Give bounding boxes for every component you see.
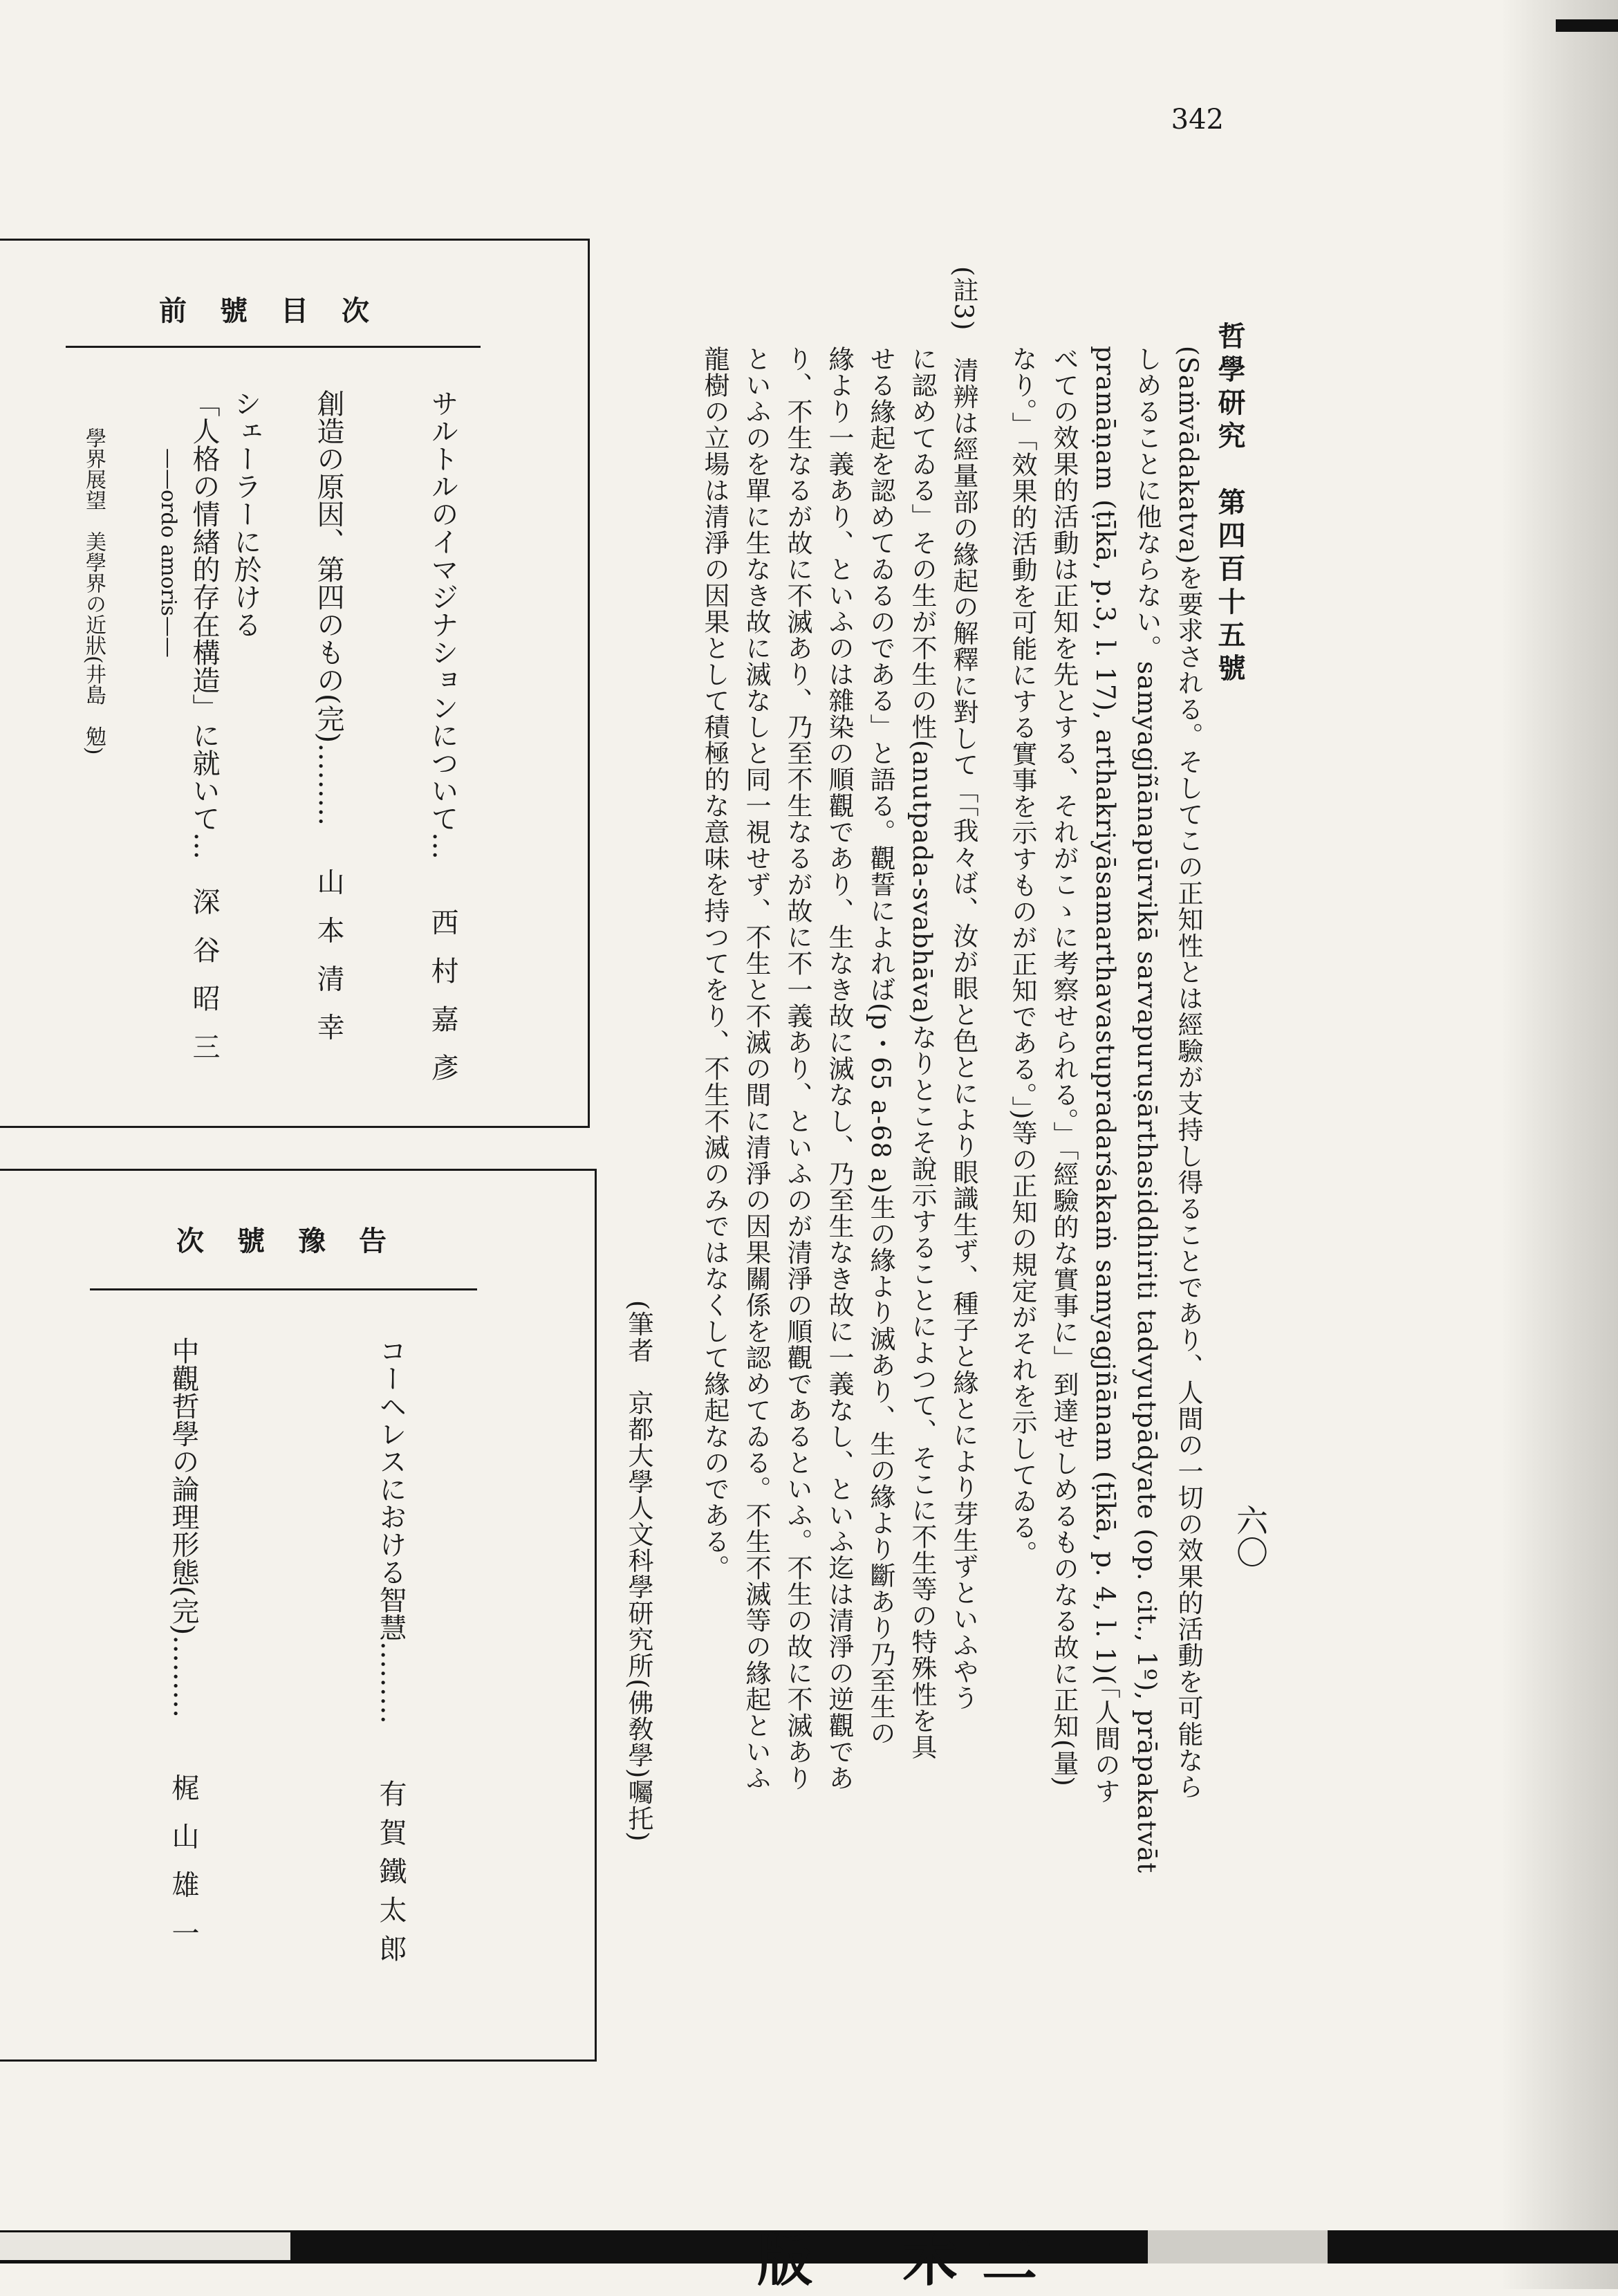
body-column: pramāṇam (ṭīkā, p.3, l. 17), arthakriyāsamarthavastupradarśakaṁ samyagjñānam (ṭīkā, p. 4, l. 1)(「人間のす <box>1090 346 1120 1804</box>
bottom-stamp-glyph: 版 <box>757 2228 821 2293</box>
scan-band-gap <box>1148 2230 1328 2263</box>
previous-issue-title: 前號目次 <box>159 295 402 327</box>
next-issue-title: 次號豫告 <box>176 1225 420 1257</box>
previous-issue-contents-box <box>0 239 590 1128</box>
contents-entry <box>315 389 342 1109</box>
title-rule <box>90 1288 477 1290</box>
contents-subtitle: ——ordo amoris—— <box>156 448 180 658</box>
body-column: (Saṁvādakatva)を要求される。そしてこの正知性とは經驗が支持し得ることであり、人間の一切の效果的活動を可能なら <box>1173 346 1203 1800</box>
entry-author: 深谷昭三 <box>188 887 220 1081</box>
contents-small-entry: 學界展望 美學界の近狀(井島 勉) <box>82 427 106 755</box>
kanji-page-number: 六〇 <box>1231 1504 1269 1568</box>
author-affiliation: (筆者 京都大學人文科學研究所(佛敎學)囑托) <box>624 1300 653 1842</box>
bottom-stamp-glyph: 木 <box>902 2228 958 2293</box>
contents-entry <box>429 389 456 1109</box>
entry-author: 梶山雄一 <box>167 1773 199 1968</box>
preview-entry <box>375 1337 407 2035</box>
entry-title: コーヘレスにおける智慧……… <box>375 1337 407 1724</box>
body-column: しめることに他ならない。samyagjñānapūrvikā sarvapuruṣārthasiddhiriti tadvyutpādyate (op. cit., 1º), prāpakatvāt <box>1132 346 1162 1874</box>
bottom-stamp-glyph: 二 <box>982 2228 1037 2293</box>
entry-author: 山本清幸 <box>313 867 344 1062</box>
contents-entry <box>190 389 218 1109</box>
contents-entry: シェーラーに於ける <box>230 389 261 638</box>
body-column: (註3) 清辨は經量部の緣起の解釋に對して「「我々ば、汝が眼と色とにより眼識生ず、種子と緣とにより芽生ずといふやう <box>949 266 978 1711</box>
scan-mark-top <box>1556 19 1618 32</box>
entry-title: 「人格の情緖的存在構造」に就いて… <box>188 389 220 860</box>
entry-title: 中觀哲學の論理形態(完)……… <box>167 1337 199 1719</box>
body-column: に認めてゐる」その生が不生の性(anutpada-svabhāva)なりとこそ說示することによつて、そこに不生等の特殊性を具 <box>907 346 937 1760</box>
next-issue-preview-box <box>0 1169 597 2062</box>
scan-band-light <box>0 2232 290 2260</box>
journal-header: 哲學研究 第四百十五號 <box>1214 322 1246 687</box>
preview-entry <box>169 1337 197 2035</box>
body-column: べての效果的活動は正知を先とする、それがこゝに考察せられる。」「經驗的な實事に」到達せしめるものなる故に正知(量) <box>1049 346 1079 1787</box>
page-number: 342 <box>1171 104 1224 136</box>
entry-title: 創造の原因、第四のもの(完)……… <box>313 389 344 826</box>
entry-author: 有賀鐵太郎 <box>375 1779 407 1973</box>
entry-author: 西村嘉彥 <box>427 908 458 1102</box>
body-column: り、不生なるが故に不滅あり、乃至不生なるが故に不一義あり、といふのが清淨の順觀であるといふ。不生の故に不滅あり <box>783 346 812 1791</box>
body-column: 龍樹の立場は清淨の因果として積極的な意味を持つてをり、不生不滅のみではなくして緣起なのである。 <box>700 346 729 1581</box>
body-column: なり。」「效果的活動を可能にする實事を示すものが正知である。」)等の正知の規定がそれを示してゐる。 <box>1007 346 1037 1567</box>
title-rule <box>66 346 481 348</box>
body-column: といふのを單に生なき故に滅なしと同一視せず、不生と不滅の間に清淨の因果關係を認めてゐる。不生不滅等の緣起といふ <box>741 346 771 1791</box>
body-column: 緣より一義あり、といふのは雜染の順觀であり、生なき故に滅なし、乃至生なき故に一義なし、といふ迄は清淨の逆觀であ <box>824 346 854 1791</box>
entry-title: サルトルのイマジナションについて… <box>427 389 458 860</box>
body-column: せる緣起を認めてゐるのである」と語る。觀誓によれば(p・65 a-68 a)生の緣より滅あり、生の緣より斷あり乃至生の <box>866 346 895 1746</box>
scan-edge-shadow <box>1500 0 1618 2289</box>
